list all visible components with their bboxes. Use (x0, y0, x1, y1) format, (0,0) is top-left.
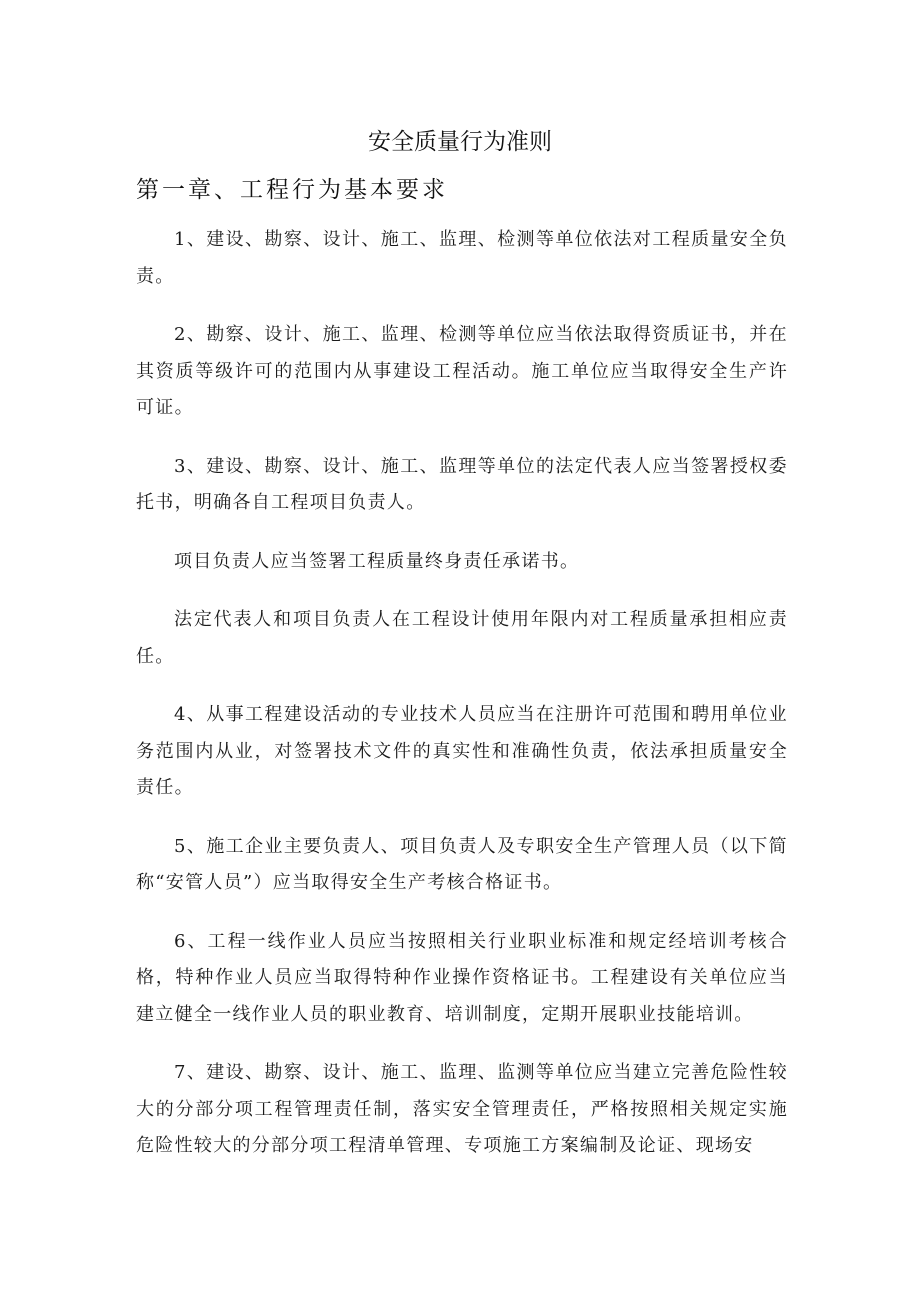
paragraph-3-commitment: 项目负责人应当签署工程质量终身责任承诺书。 (174, 550, 580, 572)
paragraph-7: 7、建设、勘察、设计、施工、监理、监测等单位应当建立完善危险性较大的分部分项工程管理责任制，落实安全管理责任，严格按照相关规定实施危险性较大的分部分项工程清单管理、专项施工方案编制及论证、现场安 (136, 1062, 788, 1156)
paragraph-1: 1、建设、勘察、设计、施工、监理、检测等单位依法对工程质量安全负责。 (136, 229, 788, 287)
paragraph-3: 3、建设、勘察、设计、施工、监理等单位的法定代表人应当签署授权委托书，明确各自工程项目负责人。 (136, 455, 788, 513)
document-body (136, 222, 788, 1187)
chapter-heading: 第一章、工程行为基本要求 (136, 177, 448, 203)
paragraph-2: 2、勘察、设计、施工、监理、检测等单位应当依法取得资质证书，并在其资质等级许可的范围内从事建设工程活动。施工单位应当取得安全生产许可证。 (136, 324, 788, 418)
paragraph-5: 5、施工企业主要负责人、项目负责人及专职安全生产管理人员（以下简称“安管人员”）应当取得安全生产考核合格证书。 (136, 835, 788, 893)
paragraph-6: 6、工程一线作业人员应当按照相关行业职业标准和规定经培训考核合格，特种作业人员应当取得特种作业操作资格证书。工程建设有关单位应当建立健全一线作业人员的职业教育、培训制度，定期开展职业技能培训。 (136, 930, 788, 1025)
document-title: 安全质量行为准则 (368, 129, 552, 155)
paragraph-4: 4、从事工程建设活动的专业技术人员应当在注册许可范围和聘用单位业务范围内从业，对签署技术文件的真实性和准确性负责，依法承担质量安全责任。 (136, 704, 788, 798)
paragraph-3-responsibility: 法定代表人和项目负责人在工程设计使用年限内对工程质量承担相应责任。 (136, 609, 788, 667)
